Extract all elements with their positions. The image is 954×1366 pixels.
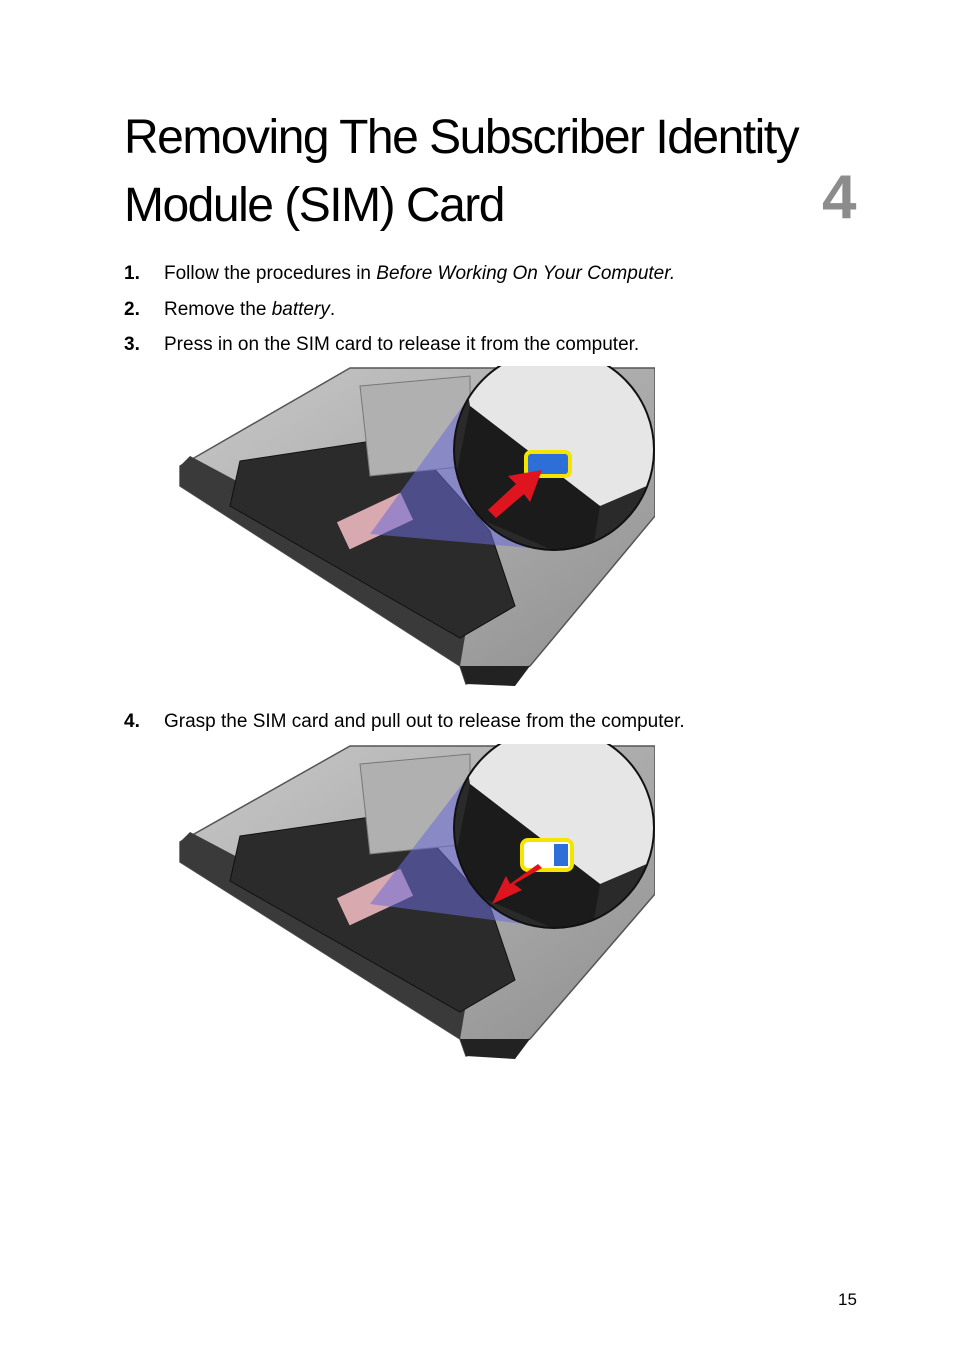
step-number: 2. (124, 299, 140, 320)
sim-card-press-in-figure (170, 366, 655, 694)
step-text: Remove the (164, 299, 272, 320)
page-title-line-2: Module (SIM) Card (124, 179, 504, 232)
page-title (124, 104, 824, 240)
before-working-link[interactable]: Before Working On Your Computer. (376, 263, 676, 284)
chapter-number: 4 (822, 163, 857, 232)
step-text: Follow the procedures in (164, 263, 377, 284)
battery-link[interactable]: battery (271, 299, 330, 320)
step-number: 4. (124, 711, 140, 732)
step-number: 3. (124, 334, 140, 355)
sim-card-pull-out-figure (170, 744, 655, 1064)
step-text: Grasp the SIM card and pull out to release from the computer. (164, 711, 685, 732)
step-number: 1. (124, 263, 140, 284)
step-text: Press in on the SIM card to release it from the computer. (164, 334, 640, 355)
page-title-line-1: Removing The Subscriber Identity (124, 111, 799, 164)
page-number: 15 (838, 1290, 857, 1309)
